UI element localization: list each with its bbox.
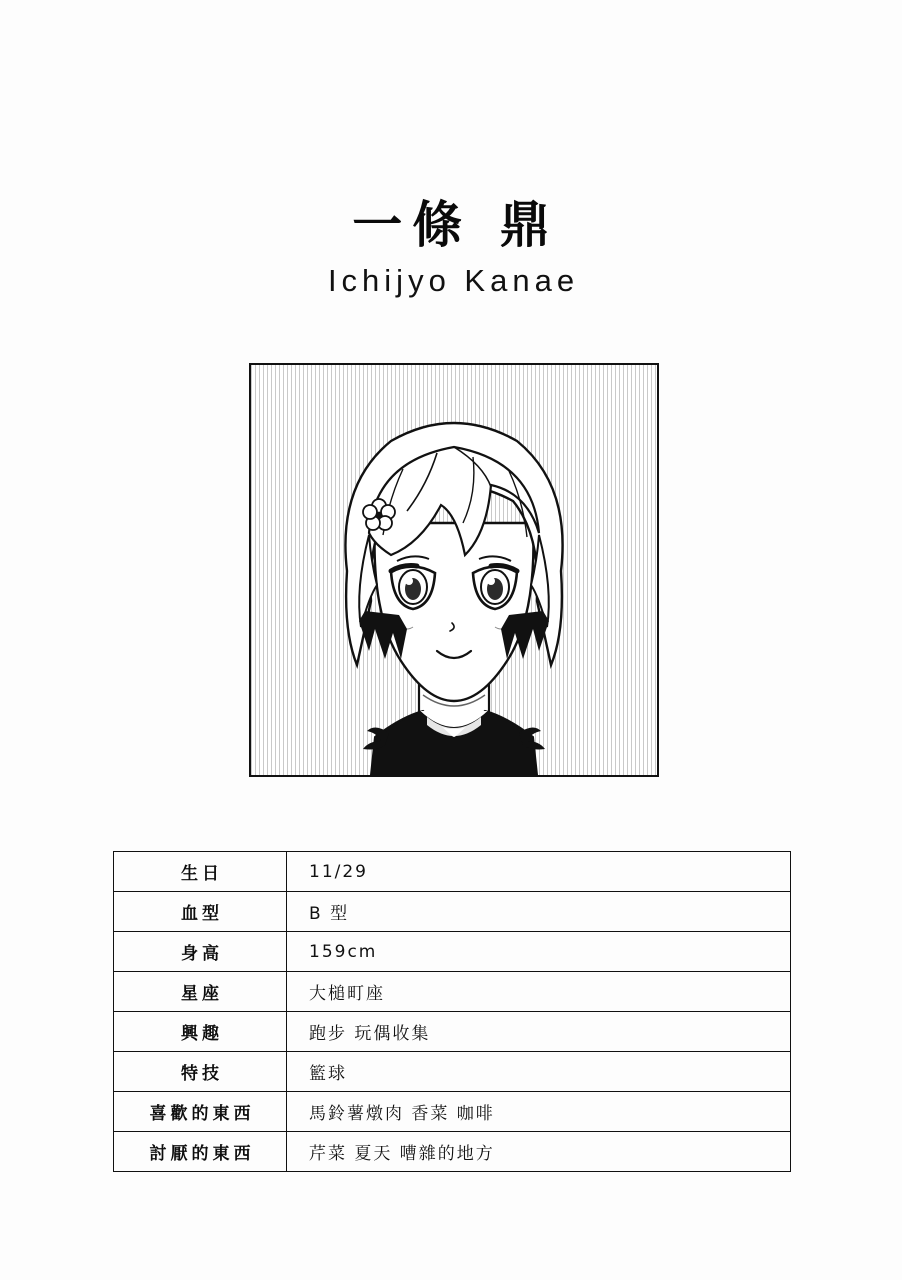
row-label: 身高 [114, 932, 287, 972]
row-value: 馬鈴薯燉肉 香菜 咖啡 [287, 1092, 791, 1132]
row-label: 血型 [114, 892, 287, 932]
table-row [114, 972, 791, 1012]
character-portrait [249, 363, 659, 777]
table-row [114, 852, 791, 892]
row-value: 159cm [287, 932, 791, 972]
profile-table-body [114, 852, 791, 1172]
row-label: 生日 [114, 852, 287, 892]
row-label: 特技 [114, 1052, 287, 1092]
page-title: 一條 鼎 [352, 195, 560, 254]
character-illustration [251, 365, 657, 775]
row-value: 大槌町座 [287, 972, 791, 1012]
table-row [114, 892, 791, 932]
table-row [114, 932, 791, 972]
row-value: 跑步 玩偶收集 [287, 1012, 791, 1052]
row-value: B 型 [287, 892, 791, 932]
table-row [114, 1012, 791, 1052]
row-label: 星座 [114, 972, 287, 1012]
row-value: 11/29 [287, 852, 791, 892]
row-label: 興趣 [114, 1012, 287, 1052]
row-label: 討厭的東西 [114, 1132, 287, 1172]
row-label: 喜歡的東西 [114, 1092, 287, 1132]
row-value: 籃球 [287, 1052, 791, 1092]
profile-table [113, 851, 791, 1172]
table-row [114, 1132, 791, 1172]
row-value: 芹菜 夏天 嘈雜的地方 [287, 1132, 791, 1172]
title-block [0, 196, 902, 299]
page-subtitle-romaji: Ichijyo Kanae [327, 262, 580, 298]
table-row [114, 1092, 791, 1132]
table-row [114, 1052, 791, 1092]
